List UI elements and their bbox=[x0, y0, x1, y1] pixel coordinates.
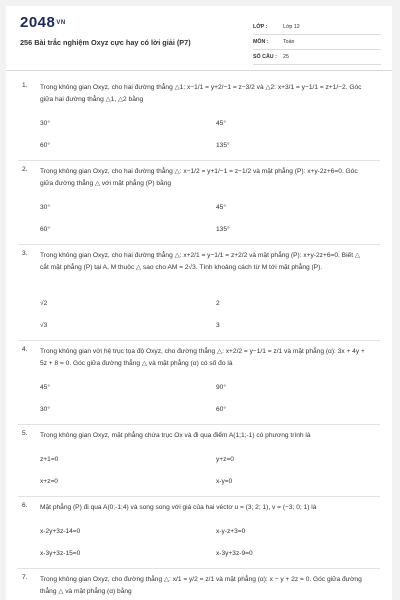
question-stem: Trong không gian Oxyz, cho hai đường thẳng △1: x−1/1 = y+2/−1 = z−3/2 và △2: x+3/1 = y−1/1 = z+1/−2. Góc giữa hai đường thẳng △1, △2 bằng bbox=[40, 84, 362, 103]
meta-row-class bbox=[253, 20, 381, 35]
question-number: 4. bbox=[22, 346, 28, 353]
meta-value: Toán bbox=[283, 39, 295, 45]
option-c[interactable]: x+z=0 bbox=[40, 478, 58, 485]
option-a[interactable]: x-2y+3z-14=0 bbox=[40, 528, 81, 535]
option-b[interactable]: y+z=0 bbox=[216, 456, 234, 463]
document-title: 256 Bài trắc nghiệm Oxyz cực hay có lời giải (P7) bbox=[20, 38, 191, 47]
question-stem: Trong không gian Oxyz, mặt phẳng chứa trục Ox và đi qua điểm A(1;1;-1) có phương trình là bbox=[40, 432, 311, 439]
question-number: 1. bbox=[22, 82, 28, 89]
option-b[interactable]: 90° bbox=[216, 384, 226, 391]
meta-label: MÔN : bbox=[253, 39, 269, 45]
option-a[interactable]: 30° bbox=[40, 120, 50, 127]
divider bbox=[18, 496, 380, 497]
option-b[interactable]: 45° bbox=[216, 204, 226, 211]
meta-table bbox=[253, 20, 381, 65]
divider bbox=[18, 340, 380, 341]
option-d[interactable]: 3 bbox=[216, 322, 220, 329]
option-b[interactable]: 45° bbox=[216, 120, 226, 127]
option-b[interactable]: 2 bbox=[216, 300, 220, 307]
option-d[interactable]: x-3y+3z-9=0 bbox=[216, 550, 253, 557]
meta-row-subject bbox=[253, 35, 381, 50]
option-c[interactable]: 60° bbox=[40, 226, 50, 233]
option-d[interactable]: 135° bbox=[216, 142, 230, 149]
meta-value: 25 bbox=[283, 54, 289, 60]
divider bbox=[18, 160, 380, 161]
option-c[interactable]: 60° bbox=[40, 142, 50, 149]
option-d[interactable]: x-y=0 bbox=[216, 478, 233, 485]
site-logo[interactable] bbox=[20, 14, 66, 31]
document-header bbox=[6, 6, 392, 71]
question-number: 2. bbox=[22, 166, 28, 173]
option-a[interactable]: 30° bbox=[40, 204, 50, 211]
option-b[interactable]: x-y-z+3=0 bbox=[216, 528, 246, 535]
option-d[interactable]: 135° bbox=[216, 226, 230, 233]
question-number: 6. bbox=[22, 502, 28, 509]
option-c[interactable]: √3 bbox=[40, 322, 48, 329]
meta-value: Lớp 12 bbox=[283, 24, 300, 30]
divider bbox=[18, 424, 380, 425]
question-stem: Trong không gian Oxyz, cho hai đường thẳng △: x−1/2 = y+1/−1 = z−1/2 và mặt phẳng (P): x+y-2z+6=0. Góc giữa đường thẳng △ với mặt phẳng (P) bằng bbox=[40, 168, 358, 187]
option-a[interactable]: z+1=0 bbox=[40, 456, 59, 463]
meta-row-count bbox=[253, 50, 381, 65]
document-page bbox=[6, 6, 392, 600]
question-stem: Trong không gian Oxyz, cho đường thẳng △: x/1 = y/2 = z/1 và mặt phẳng (α): x − y + 2z = 0. Góc giữa đường thẳng △ và mặt phẳng (α) bằng bbox=[40, 576, 362, 595]
question-stem: Mặt phẳng (P) đi qua A(0;-1;4) và song song với giá của hai véctơ u = (3; 2; 1), v = (−3; 0; 1) là bbox=[40, 504, 317, 511]
divider bbox=[18, 244, 380, 245]
option-d[interactable]: 60° bbox=[216, 406, 226, 413]
divider bbox=[18, 568, 380, 569]
question-stem: Trong không gian với hệ trục tọa độ Oxyz, cho đường thẳng △: x+2/2 = y−1/1 = z/1 và mặt phẳng (α): 3x + 4y + 5z + 8 = 0. Góc giữa đường thẳng △ và mặt phẳng (α) có số đo là bbox=[40, 348, 365, 367]
logo-suffix: VN bbox=[56, 20, 66, 27]
question-number: 3. bbox=[22, 250, 28, 257]
question-stem: Trong không gian Oxyz, cho hai đường thẳng △: x+2/1 = y−1/1 = z+2/2 và mặt phẳng (P): x+y-2z+6=0. Biết △ cắt mặt phẳng (P) tại A, M thuộc △ sao cho AM = 2√3. Tính khoảng cách từ M tới mặt phẳng (P). bbox=[40, 252, 360, 271]
option-a[interactable]: 45° bbox=[40, 384, 50, 391]
question-number: 5. bbox=[22, 430, 28, 437]
logo-text: 2048 bbox=[20, 14, 56, 31]
question-number: 7. bbox=[22, 574, 28, 581]
option-c[interactable]: 30° bbox=[40, 406, 50, 413]
meta-label: LỚP : bbox=[253, 24, 268, 30]
option-c[interactable]: x-3y+3z-15=0 bbox=[40, 550, 81, 557]
meta-label: SỐ CÂU : bbox=[253, 54, 277, 60]
option-a[interactable]: √2 bbox=[40, 300, 48, 307]
